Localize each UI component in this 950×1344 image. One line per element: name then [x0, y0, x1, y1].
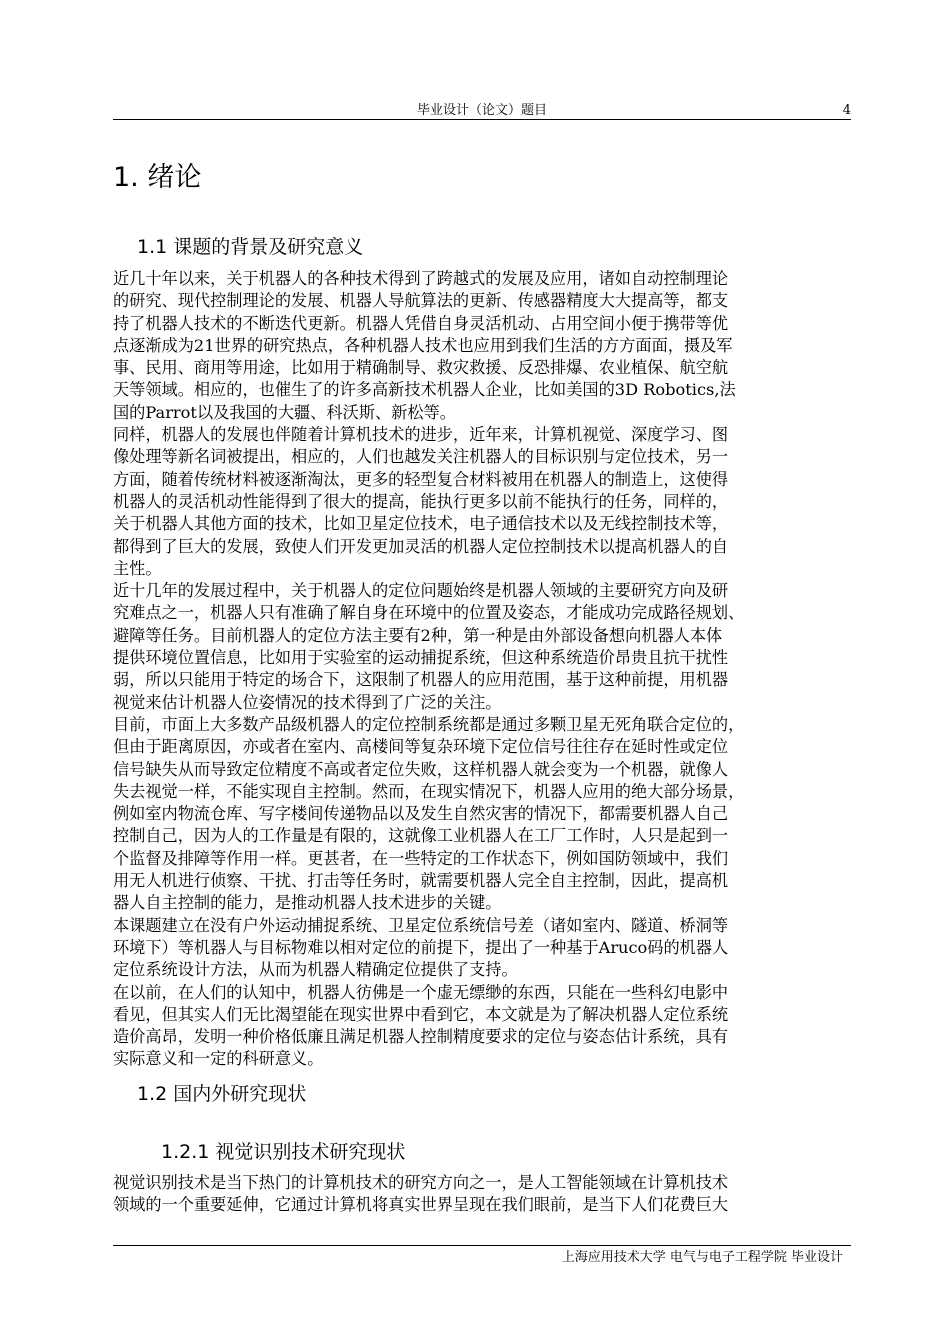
text-line: 国的Parrot以及我国的大疆、科沃斯、新松等。 [113, 402, 456, 422]
text-line: 持了机器人技术的不断迭代更新。机器人凭借自身灵活机动、占用空间小便于携带等优 [113, 313, 729, 333]
footer-text: 上海应用技术大学 电气与电子工程学院 毕业设计 [561, 1250, 843, 1265]
header-divider [113, 119, 851, 120]
text-line: 领域的一个重要延伸，它通过计算机将真实世界呈现在我们眼前，是当下人们花费巨大 [113, 1195, 729, 1215]
text-line: 天等领域。相应的，也催生了的许多高新技术机器人企业，比如美国的3D Robotics,法 [113, 380, 736, 400]
footer-divider [113, 1245, 851, 1246]
text-line: 造价高昂，发明一种价格低廉且满足机器人控制精度要求的定位与姿态估计系统，具有 [113, 1027, 729, 1047]
section-1-2-1-body [113, 1172, 853, 1217]
text-line: 关于机器人其他方面的技术，比如卫星定位技术，电子通信技术以及无线控制技术等， [113, 514, 729, 534]
text-line: 主性。 [113, 558, 162, 578]
text-line: 个监督及排障等作用一样。更甚者，在一些特定的工作状态下，例如国防领域中，我们 [113, 848, 729, 868]
text-line: 都得到了巨大的发展，致使人们开发更加灵活的机器人定位控制技术以提高机器人的自 [113, 536, 729, 556]
text-line: 机器人的灵活机动性能得到了很大的提高，能执行更多以前不能执行的任务，同样的， [113, 491, 729, 511]
text-line: 目前，市面上大多数产品级机器人的定位控制系统都是通过多颗卫星无死角联合定位的， [113, 714, 745, 734]
text-line: 近几十年以来，关于机器人的各种技术得到了跨越式的发展及应用，诸如自动控制理论 [113, 269, 729, 288]
text-line: 信号缺失从而导致定位精度不高或者定位失败，这样机器人就会变为一个机器，就像人 [113, 759, 729, 779]
text-line: 近十几年的发展过程中，关于机器人的定位问题始终是机器人领域的主要研究方向及研 [113, 581, 729, 601]
text-line: 事、民用、商用等用途，比如用于精确制导、救灾救援、反恐排爆、农业植保、航空航 [113, 358, 729, 378]
text-line: 弱，所以只能用于特定的场合下，这限制了机器人的应用范围，基于这种前提，用机器 [113, 670, 729, 690]
text-line: 的研究、现代控制理论的发展、机器人导航算法的更新、传感器精度大大提高等，都支 [113, 291, 729, 311]
text-line: 环境下）等机器人与目标物难以相对定位的前提下，提出了一种基于Aruco码的机器人 [113, 937, 729, 957]
section-heading-1-1: 1.1 课题的背景及研究意义 [137, 236, 364, 258]
text-line: 像处理等新名词被提出，相应的，人们也越发关注机器人的目标识别与定位技术，另一 [113, 447, 729, 467]
header-title: 毕业设计（论文）题目 [416, 103, 547, 118]
text-line: 定位系统设计方法，从而为机器人精确定位提供了支持。 [113, 960, 518, 980]
text-line: 同样，机器人的发展也伴随着计算机技术的进步，近年来，计算机视觉、深度学习、图 [113, 425, 729, 445]
page-number: 4 [842, 103, 851, 118]
text-line: 本课题建立在没有户外运动捕捉系统、卫星定位系统信号差（诸如室内、隧道、桥洞等 [113, 915, 729, 935]
text-line: 用无人机进行侦察、干扰、打击等任务时，就需要机器人完全自主控制，因此，提高机 [113, 871, 729, 891]
text-line: 失去视觉一样，不能实现自主控制。然而，在现实情况下，机器人应用的绝大部分场景， [113, 781, 745, 801]
text-line: 看见，但其实人们无比渴望能在现实世界中看到它，本文就是为了解决机器人定位系统 [113, 1004, 729, 1024]
text-line: 在以前，在人们的认知中，机器人彷佛是一个虚无缥缈的东西，只能在一些科幻电影中 [113, 982, 729, 1002]
text-line: 控制自己，因为人的工作量是有限的，这就像工业机器人在工厂工作时，人只是起到一 [113, 826, 729, 846]
section-heading-1-2: 1.2 国内外研究现状 [137, 1083, 307, 1105]
text-line: 方面，随着传统材料被逐渐淘汰，更多的轻型复合材料被用在机器人的制造上，这使得 [113, 469, 729, 489]
text-line: 例如室内物流仓库、写字楼间传递物品以及发生自然灾害的情况下，都需要机器人自己 [113, 804, 729, 824]
text-line: 器人自主控制的能力，是推动机器人技术进步的关键。 [113, 893, 502, 913]
section-1-1-body [113, 268, 853, 1071]
chapter-title: 1. 绪论 [113, 162, 202, 193]
text-line: 视觉识别技术是当下热门的计算机技术的研究方向之一，是人工智能领域在计算机技术 [113, 1173, 729, 1192]
text-line: 视觉来估计机器人位姿情况的技术得到了广泛的关注。 [113, 692, 502, 712]
text-line: 提供环境位置信息，比如用于实验室的运动捕捉系统，但这种系统造价昂贵且抗干扰性 [113, 648, 729, 668]
text-line: 避障等任务。目前机器人的定位方法主要有2种，第一种是由外部设备想向机器人本体 [113, 625, 723, 645]
text-line: 实际意义和一定的科研意义。 [113, 1049, 324, 1069]
text-line: 点逐渐成为21世界的研究热点，各种机器人技术也应用到我们生活的方方面面，摄及军 [113, 335, 733, 355]
text-line: 究难点之一，机器人只有准确了解自身在环境中的位置及姿态，才能成功完成路径规划、 [113, 603, 745, 623]
text-line: 但由于距离原因，亦或者在室内、高楼间等复杂环境下定位信号往往存在延时性或定位 [113, 737, 729, 757]
section-heading-1-2-1: 1.2.1 视觉识别技术研究现状 [161, 1141, 406, 1163]
